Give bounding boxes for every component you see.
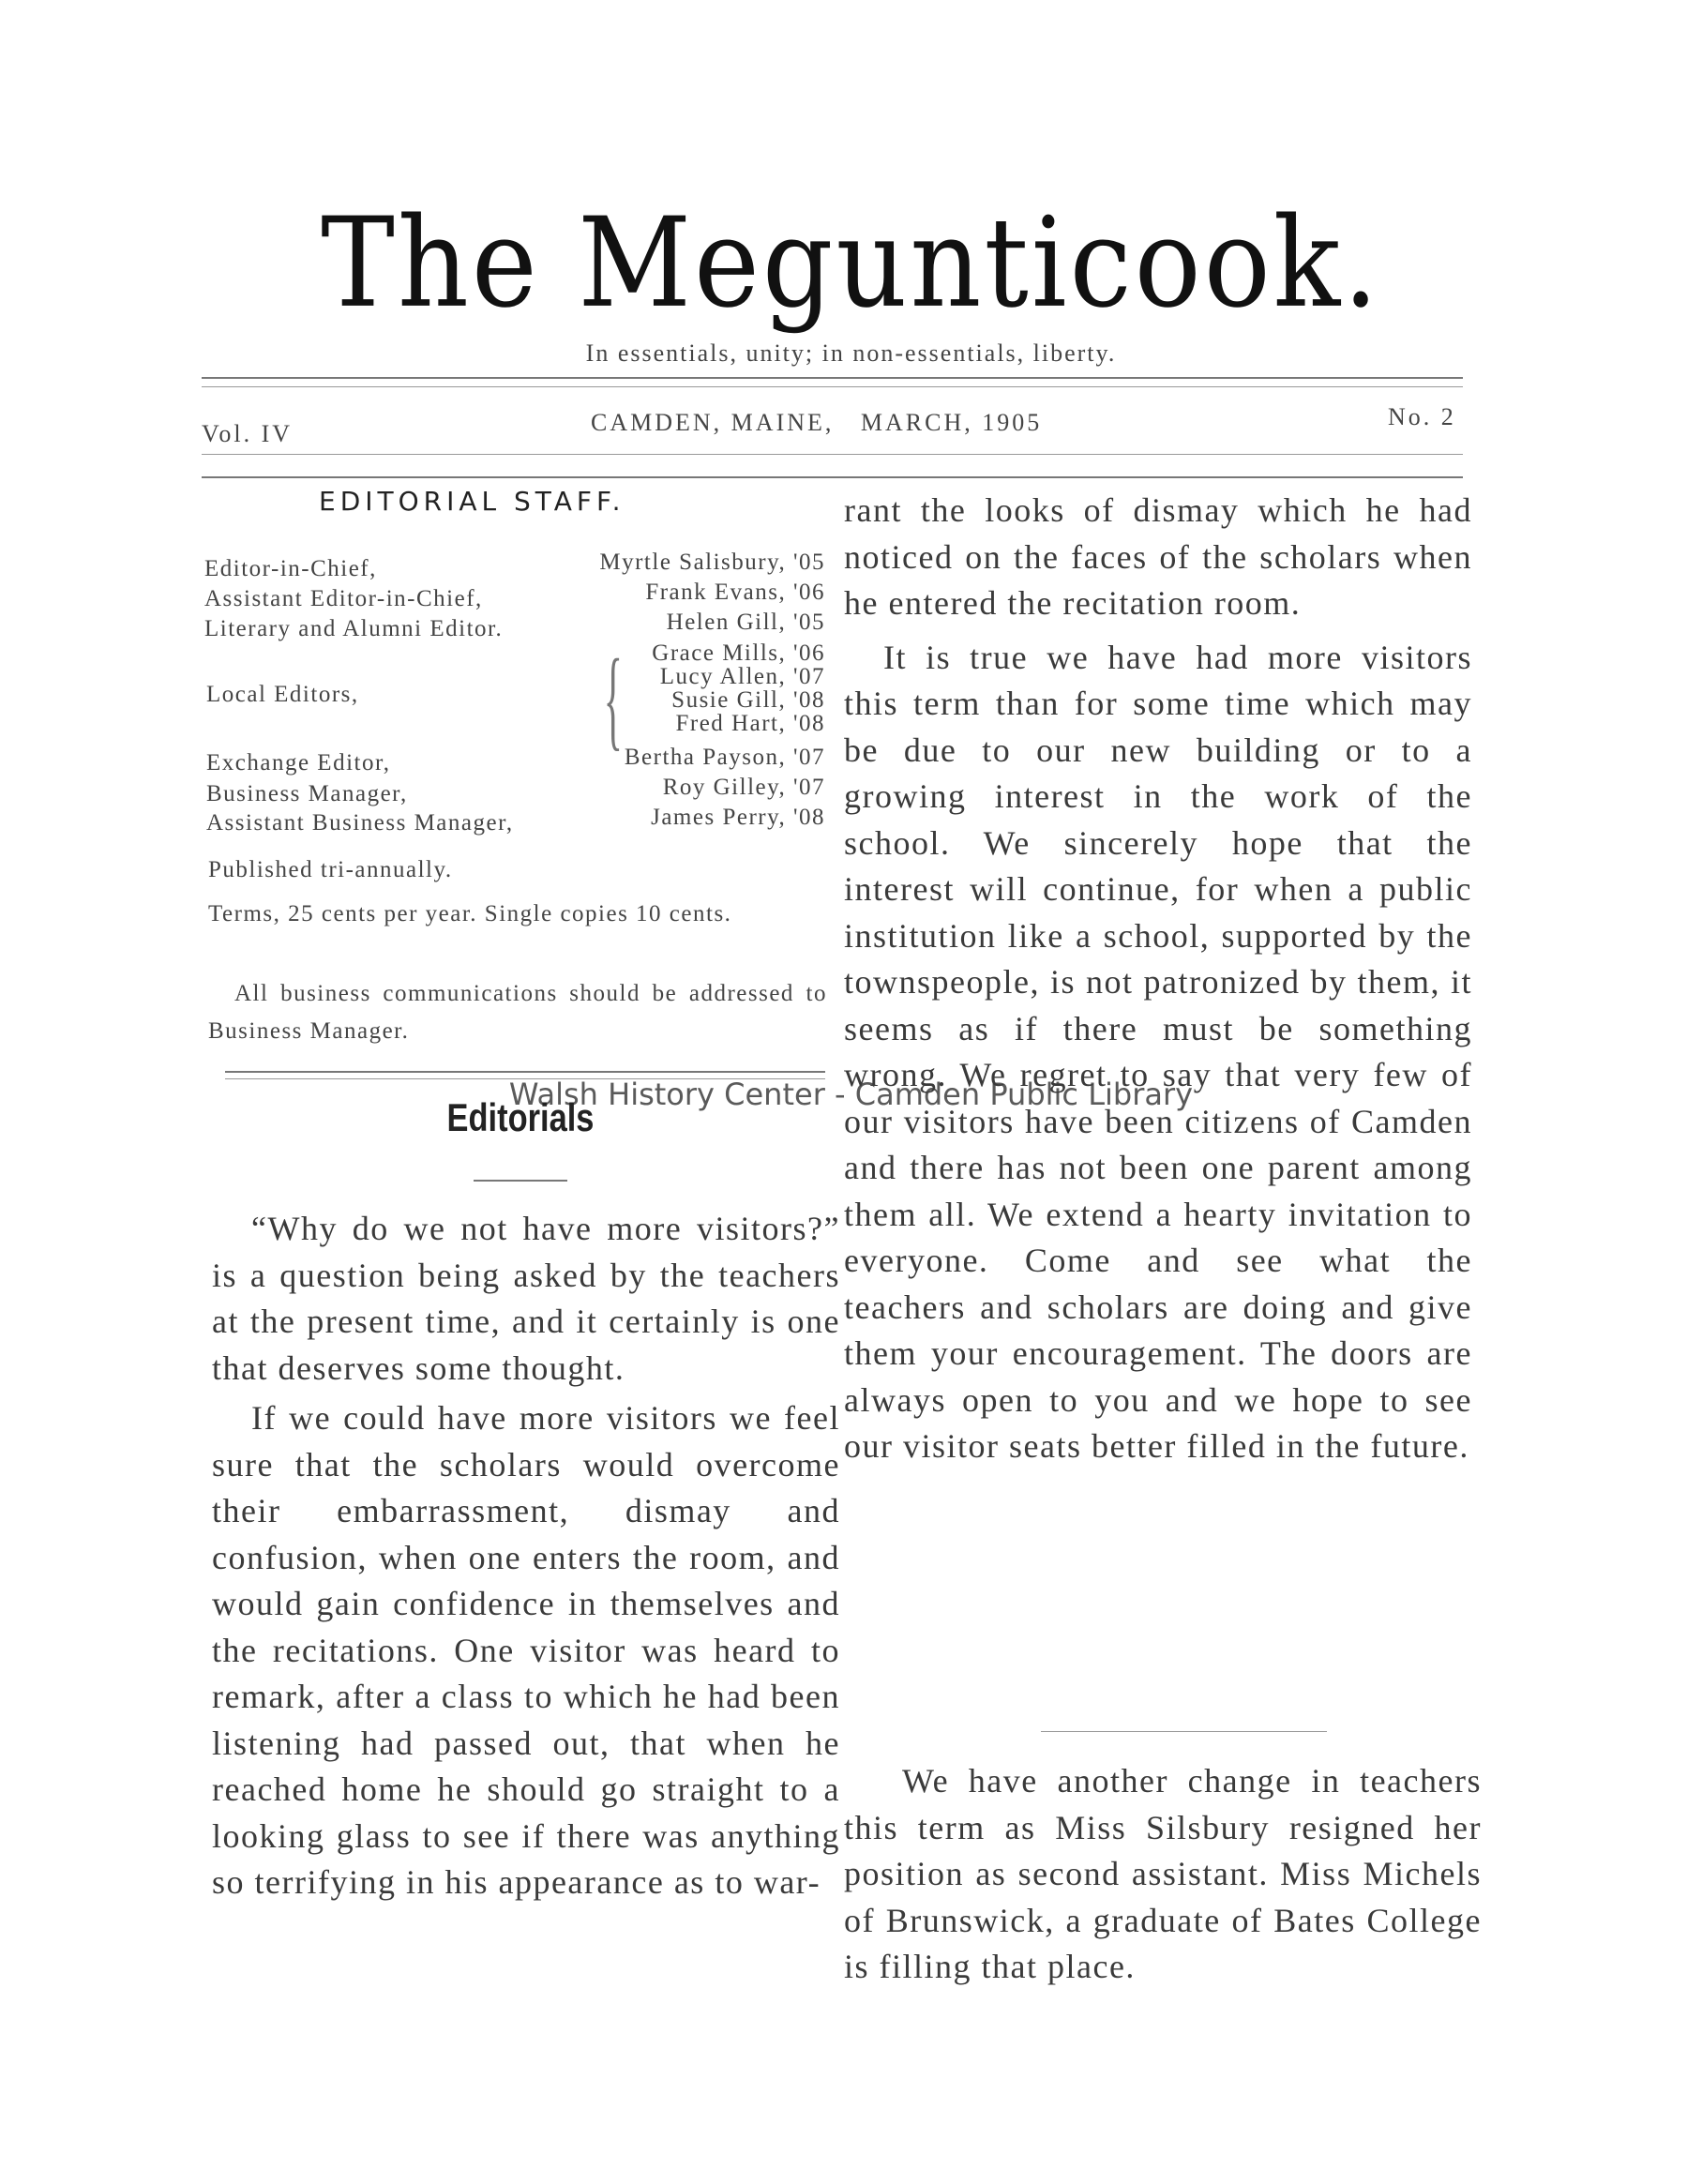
divider [202, 377, 1463, 379]
editorial-paragraph: “Why do we not have more visitors?” is a question being asked by the teachers at the present time, and it certainly is one that deserves some thought. [212, 1210, 840, 1387]
section-rule [1041, 1731, 1327, 1732]
local-editor-name: Grace Mills, '06 [652, 640, 825, 666]
local-editor-name: Susie Gill, '08 [671, 687, 825, 713]
editorial-paragraph: If we could have more visitors we feel sure that the scholars would overcome their embarrassment, dismay and confusion, when one enters the room, and would gain confidence in themselves and the recitations. One visitor was heard to remark, after a class to which he had been listening had passed out, that when he reached home he should go straight to a looking glass to see if there was anything so terrifying in his appearance as to war- [212, 1399, 840, 1901]
staff-name: Roy Gilley, '07 [662, 775, 825, 800]
divider [225, 1071, 825, 1073]
editorial-paragraph: It is true we have had more visitors this term than for some time which may be due to our new building or to a growing interest in the work of the school. We sincerely hope that the interest will continue, for when a public institution like a school, supported by the townspeople, is not patronized by them, it seems as if there must be something wrong. We regret to say that very few of our visitors have been citizens of Camden and there has not been one parent among them all. We extend a hearty invitation to everyone. Come and see what the teachers and scholars are doing and give them your encouragement. The doors are always open to you and we hope to see our visitor seats better filled in the future. [844, 638, 1472, 1465]
editorial-column-right [844, 488, 1472, 1470]
divider [202, 476, 1463, 478]
editorials-heading: Editorials [446, 1095, 595, 1139]
editorial-column-left [212, 1206, 840, 1906]
staff-role: Exchange Editor, [206, 750, 391, 776]
local-editors-role: Local Editors, [206, 682, 359, 707]
heading-rule [474, 1180, 567, 1182]
staff-role: Business Manager, [206, 781, 408, 806]
divider [202, 454, 1463, 455]
business-note: All business communications should be addressed to Business Manager. [208, 981, 827, 1044]
staff-title: EDITORIAL STAFF. [319, 486, 625, 517]
divider [202, 386, 1463, 387]
staff-name: Helen Gill, '05 [666, 610, 825, 635]
staff-name: Bertha Payson, '07 [624, 745, 825, 770]
staff-role: Assistant Business Manager, [206, 810, 514, 836]
issue-number: No. 2 [1388, 403, 1456, 430]
staff-name: James Perry, '08 [651, 805, 825, 830]
staff-role: Assistant Editor-in-Chief, [204, 586, 483, 611]
staff-role: Literary and Alumni Editor. [204, 616, 504, 641]
place-date: CAMDEN, MAINE, MARCH, 1905 [591, 409, 1043, 436]
brace: { [603, 636, 623, 761]
local-editor-name: Lucy Allen, '07 [659, 664, 825, 689]
staff-name: Myrtle Salisbury, '05 [599, 550, 825, 575]
volume: Vol. IV [202, 420, 294, 447]
motto: In essentials, unity; in non-essentials, liberty. [585, 339, 1117, 367]
staff-name: Frank Evans, '06 [645, 580, 825, 605]
published-note: Published tri-annually. [208, 857, 453, 882]
watermark: Walsh History Center - Camden Public Library [508, 1077, 1194, 1112]
teacher-change-column [844, 1758, 1482, 1991]
terms-note: Terms, 25 cents per year. Single copies 10 cents. [208, 901, 732, 926]
editorial-paragraph: rant the looks of dismay which he had noticed on the faces of the scholars when he entered the recitation room. [844, 491, 1472, 622]
local-editor-name: Fred Hart, '08 [675, 711, 825, 736]
editorial-paragraph: We have another change in teachers this term as Miss Silsbury resigned her position as second assistant. Miss Michels of Brunswick, a graduate of Bates College is filling that place. [844, 1762, 1482, 1985]
staff-role: Editor-in-Chief, [204, 556, 377, 581]
masthead-title: The Megunticook. [321, 189, 1381, 336]
